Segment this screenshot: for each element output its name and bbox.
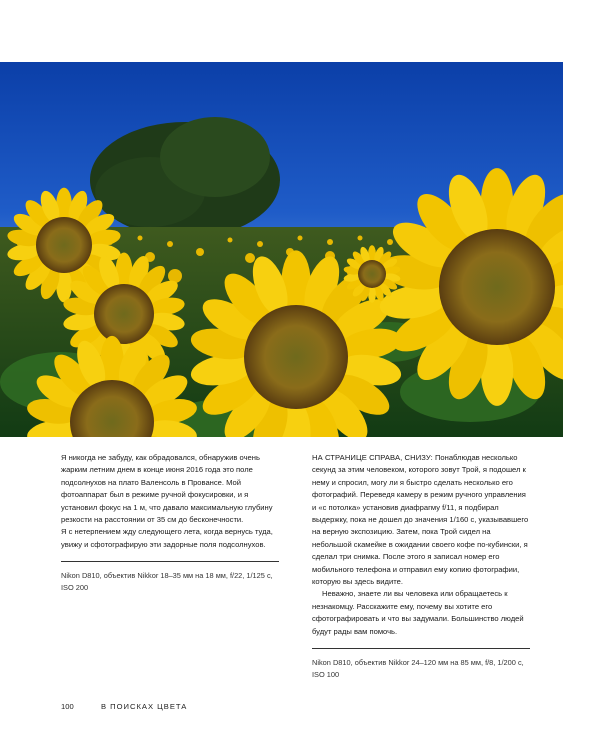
right-heading: НА СТРАНИЦЕ СПРАВА, СНИЗУ: [312, 453, 433, 462]
left-paragraph-2: Я с нетерпением жду следующего лета, когда вернусь туда, увижу и сфотографирую эти задорные поля подсолнухов. [61, 527, 273, 549]
left-paragraph-1: Я никогда не забуду, как обрадовался, обнаружив очень жарким летним днем в конце июня 2016 года это поле подсолнухов на плато Валенсоль в Провансе. Мой фотоаппарат был в режиме ручной фокусировки, и я установил фокус на 1 м, что давало максимальную глубину резкости на расстоянии от 35 см до бесконечности. [61, 453, 273, 525]
section-title: В ПОИСКАХ ЦВЕТА [101, 702, 188, 711]
page-number: 100 [61, 702, 74, 711]
sunflower-field-photo [0, 62, 563, 437]
divider [312, 648, 530, 649]
right-paragraph-1-text: Понаблюдав несколько секунд за этим человеком, которого зовут Трой, я подошел к нему и спросил, могу ли я быстро сделать несколько его фотографий. Переведя камеру в режим ручного управления и «с потолка» установив диафрагму f/11, я подбирал выдержку, пока не дошел до значения 1/160 с, указывавшего на верную экспозицию. Затем, пока Трой сидел на небольшой скамейке в ожидании своего кофе по-кубински, я сделал три снимка. После этого я записал номер его мобильного телефона и отправил ему копию фотографии, которую вы здесь видите. [312, 453, 529, 587]
divider [61, 561, 279, 562]
right-paragraph-2: Неважно, знаете ли вы человека или обращаетесь к незнакомцу. Расскажите ему, почему вы хотите его сфотографировать и что вы задумали. Большинство людей будут рады вам помочь. [312, 589, 524, 636]
page-footer [61, 702, 187, 711]
right-paragraph-1 [312, 452, 530, 588]
right-photo-credit: Nikon D810, объектив Nikkor 24–120 мм на 85 мм, f/8, 1/200 с, ISO 100 [312, 658, 524, 680]
right-column [312, 452, 530, 681]
left-column [61, 452, 279, 594]
left-photo-credit: Nikon D810, объектив Nikkor 18–35 мм на 18 мм, f/22, 1/125 с, ISO 200 [61, 571, 273, 593]
